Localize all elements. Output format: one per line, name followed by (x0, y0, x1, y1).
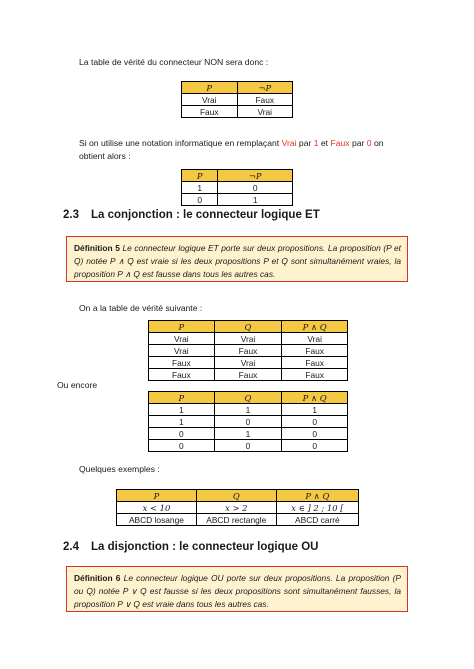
table-cell: x > 2 (196, 502, 276, 514)
table-cell: 0 (282, 440, 348, 452)
definition-label: Définition 5 (74, 243, 120, 253)
header-p: P (149, 392, 215, 404)
definition-text: Le connecteur logique ET porte sur deux propositions. La proposition (P et Q) notée P ∧ Q est vraie si les deux propositions P et Q sont simultanément vraies, la proposition P ∧ Q est fausse dans tous les autres cas. (74, 243, 402, 279)
table-row (149, 357, 348, 369)
section-title: La conjonction : le connecteur logique ET (91, 209, 320, 221)
header-p-and-q: P ∧ Q (276, 490, 358, 502)
header-p: P (149, 321, 215, 333)
header-p: P (182, 82, 238, 94)
ou-encore-text: Ou encore (57, 380, 98, 390)
header-not-p: ¬P (237, 82, 293, 94)
table-cell: Faux (149, 369, 215, 381)
header-q: Q (214, 321, 282, 333)
vrai-highlight: Vrai (281, 138, 297, 148)
table-row (182, 94, 293, 106)
header-p-and-q: P ∧ Q (282, 392, 348, 404)
table-cell: Vrai (214, 333, 282, 345)
table-cell: Faux (282, 369, 348, 381)
table-header-row (149, 392, 348, 404)
table-row (182, 194, 293, 206)
table-header-row (149, 321, 348, 333)
table-row (149, 440, 348, 452)
header-p: P (117, 490, 197, 502)
table-cell: Vrai (282, 333, 348, 345)
table-non-binaire (181, 169, 293, 206)
table-cell: Vrai (214, 357, 282, 369)
table-row (149, 416, 348, 428)
section-number: 2.4 (63, 541, 79, 553)
table-header-row (117, 490, 359, 502)
table-cell: ABCD losange (117, 514, 197, 526)
table-cell: Vrai (182, 94, 238, 106)
table-cell: Faux (182, 106, 238, 118)
notation-text-part: et (318, 138, 331, 148)
definition-5-box (66, 236, 408, 282)
table-et-binaire (148, 391, 348, 452)
section-heading-disjonction (63, 541, 318, 553)
header-q: Q (196, 490, 276, 502)
table-row (117, 514, 359, 526)
notation-paragraph-line1 (79, 137, 384, 149)
table-row (149, 345, 348, 357)
table-cell: x < 10 (117, 502, 197, 514)
table-row (182, 106, 293, 118)
table-cell: 0 (182, 194, 218, 206)
header-p-and-q: P ∧ Q (282, 321, 348, 333)
notation-text-part: Si on utilise une notation informatique en remplaçant (79, 138, 282, 148)
table-cell: Faux (149, 357, 215, 369)
section-heading-conjonction (63, 209, 320, 221)
table-cell: Vrai (237, 106, 293, 118)
table-cell: ABCD rectangle (196, 514, 276, 526)
notation-paragraph-line2: obtient alors : (79, 151, 131, 161)
table-cell: 1 (149, 404, 215, 416)
table-cell: 0 (282, 416, 348, 428)
section-number: 2.3 (63, 209, 79, 221)
notation-text-part: par (349, 138, 367, 148)
table-cell: Faux (237, 94, 293, 106)
exemples-label: Quelques exemples : (79, 464, 160, 474)
table-row (149, 404, 348, 416)
table-exemples (116, 489, 359, 526)
table-cell: Vrai (149, 345, 215, 357)
definition-text: Le connecteur logique OU porte sur deux propositions. La proposition (P ou Q) notée P ∨ Q est fausse si les deux propositions sont simultanément fausses, la proposition P ∨ Q est vraie dans tous les autres cas. (74, 573, 401, 609)
table-cell: 0 (149, 440, 215, 452)
table-cell: Faux (214, 369, 282, 381)
table-cell: 0 (214, 440, 282, 452)
table-cell: 1 (182, 182, 218, 194)
table-cell: 1 (149, 416, 215, 428)
table-et-vrai-faux (148, 320, 348, 381)
notation-text-part: par (296, 138, 314, 148)
table-cell: Vrai (149, 333, 215, 345)
one-highlight: 1 (313, 138, 319, 148)
table-cell: 1 (218, 194, 293, 206)
table-row (149, 428, 348, 440)
header-p: P (182, 170, 218, 182)
definition-label: Définition 6 (74, 573, 121, 583)
table-cell: Faux (214, 345, 282, 357)
table-cell: 0 (214, 416, 282, 428)
table-row (117, 502, 359, 514)
table-cell: 0 (282, 428, 348, 440)
table-cell: ABCD carré (276, 514, 358, 526)
table-header-row (182, 82, 293, 94)
table-cell: Faux (282, 357, 348, 369)
table-non-vrai-faux (181, 81, 293, 118)
zero-highlight: 0 (366, 138, 372, 148)
table-cell: 1 (214, 404, 282, 416)
table-cell: 1 (214, 428, 282, 440)
notation-text-part: on (371, 138, 384, 148)
table-cell: 0 (218, 182, 293, 194)
table-cell: 0 (149, 428, 215, 440)
faux-highlight: Faux (330, 138, 350, 148)
table-cell: x ∈ ] 2 ; 10 [ (276, 502, 358, 514)
table-row (182, 182, 293, 194)
table-row (149, 333, 348, 345)
intro-et-text: On a la table de vérité suivante : (79, 303, 203, 313)
header-q: Q (214, 392, 282, 404)
section-title: La disjonction : le connecteur logique OU (91, 541, 319, 553)
definition-6-box (66, 566, 408, 612)
table-row (149, 369, 348, 381)
table-header-row (182, 170, 293, 182)
intro-non-text: La table de vérité du connecteur NON sera donc : (79, 57, 269, 67)
header-not-p: ¬P (218, 170, 293, 182)
table-cell: 1 (282, 404, 348, 416)
table-cell: Faux (282, 345, 348, 357)
